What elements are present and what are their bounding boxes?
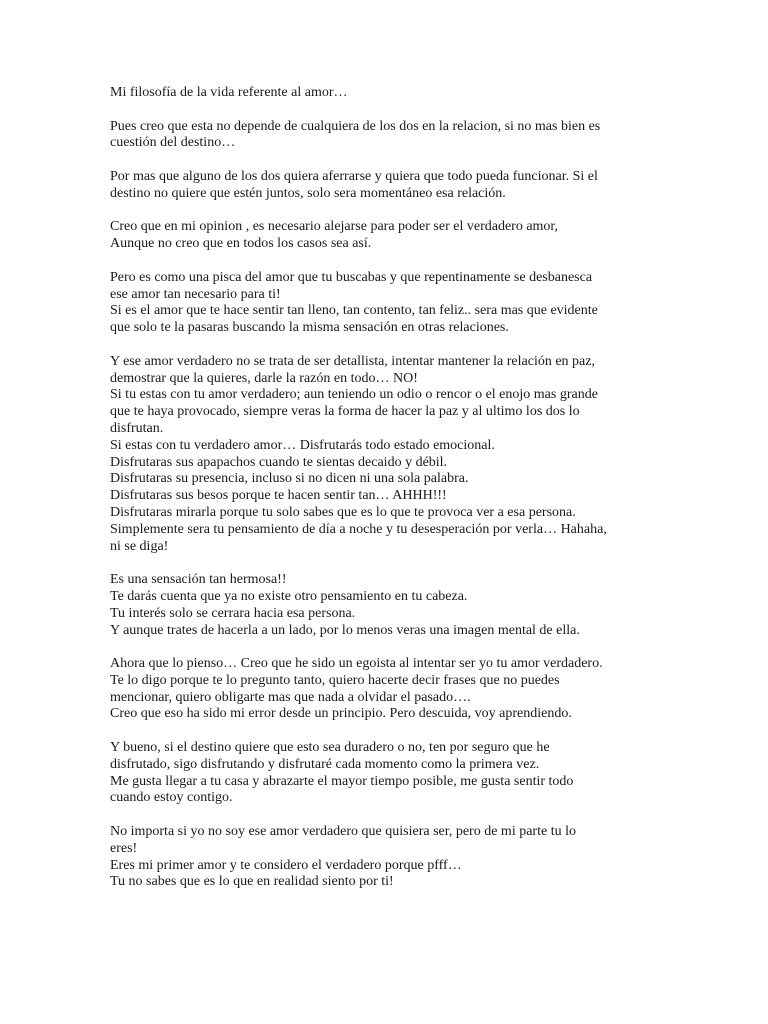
text-line: Simplemente sera tu pensamiento de día a noche y tu desesperación por verla… Hahaha, (110, 521, 607, 537)
text-line: cuando estoy contigo. (110, 790, 233, 806)
text-line: demostrar que la quieres, darle la razón en todo… NO! (110, 370, 418, 386)
paragraph (110, 169, 670, 203)
text-line: Por mas que alguno de los dos quiera aferrarse y quiera que todo pueda funcionar. Si el (110, 168, 598, 184)
text-line: Y aunque trates de hacerla a un lado, por lo menos veras una imagen mental de ella. (110, 622, 580, 638)
text-line: destino no quiere que estén juntos, solo sera momentáneo esa relación. (110, 185, 506, 201)
text-line: mencionar, quiero obligarte mas que nada a olvidar el pasado…. (110, 689, 471, 705)
paragraph (110, 824, 670, 891)
text-line: ese amor tan necesario para ti! (110, 286, 281, 302)
text-line: Eres mi primer amor y te considero el verdadero porque pfff… (110, 857, 462, 873)
text-line: Te darás cuenta que ya no existe otro pensamiento en tu cabeza. (110, 588, 468, 604)
paragraph (110, 354, 670, 556)
paragraph (110, 740, 670, 807)
text-line: que te haya provocado, siempre veras la forma de hacer la paz y al ultimo los dos lo (110, 404, 580, 420)
text-line: Pero es como una pisca del amor que tu buscabas y que repentinamente se desbanesca (110, 269, 593, 285)
text-line: Me gusta llegar a tu casa y abrazarte el mayor tiempo posible, me gusta sentir todo (110, 773, 574, 789)
text-line: disfrutan. (110, 420, 164, 436)
text-line: Tu interés solo se cerrara hacia esa persona. (110, 605, 356, 621)
text-line: Y bueno, si el destino quiere que esto sea duradero o no, ten por seguro que he (110, 740, 550, 756)
paragraph (110, 656, 670, 723)
text-line: Si estas con tu verdadero amor… Disfrutarás todo estado emocional. (110, 437, 495, 453)
text-line: que solo te la pasaras buscando la misma sensación en otras relaciones. (110, 320, 509, 336)
document-page (110, 85, 670, 908)
text-line: Pues creo que esta no depende de cualquiera de los dos en la relacion, si no mas bien es (110, 118, 601, 134)
text-line: Creo que en mi opinion , es necesario alejarse para poder ser el verdadero amor, (110, 219, 559, 235)
text-line: disfrutado, sigo disfrutando y disfrutaré cada momento como la primera vez. (110, 756, 540, 772)
text-line: Si tu estas con tu amor verdadero; aun teniendo un odio o rencor o el enojo mas grande (110, 387, 598, 403)
text-line: eres! (110, 840, 138, 856)
title-text: Mi filosofía de la vida referente al amor… (110, 85, 348, 100)
text-line: Y ese amor verdadero no se trata de ser detallista, intentar mantener la relación en paz, (110, 353, 595, 369)
paragraph (110, 219, 670, 253)
paragraph (110, 119, 670, 153)
text-line: Tu no sabes que es lo que en realidad siento por ti! (110, 874, 394, 890)
text-line: ni se diga! (110, 538, 169, 554)
text-line: No importa si yo no soy ese amor verdadero que quisiera ser, pero de mi parte tu lo (110, 824, 576, 840)
text-line: Disfrutaras su presencia, incluso si no dicen ni una sola palabra. (110, 471, 469, 487)
text-line: Ahora que lo pienso… Creo que he sido un egoista al intentar ser yo tu amor verdadero. (110, 656, 603, 672)
text-line: Disfrutaras sus apapachos cuando te sientas decaido y débil. (110, 454, 448, 470)
text-line: Si es el amor que te hace sentir tan lleno, tan contento, tan feliz.. sera mas que evidente (110, 303, 598, 319)
paragraph (110, 572, 670, 639)
text-line: Disfrutaras mirarla porque tu solo sabes que es lo que te provoca ver a esa persona. (110, 504, 576, 520)
text-line: cuestión del destino… (110, 135, 236, 151)
text-line: Es una sensación tan hermosa!! (110, 572, 287, 588)
text-line: Disfrutaras sus besos porque te hacen sentir tan… AHHH!!! (110, 488, 447, 504)
text-line: Creo que eso ha sido mi error desde un principio. Pero descuida, voy aprendiendo. (110, 706, 572, 722)
document-title (110, 85, 670, 102)
text-line: Aunque no creo que en todos los casos sea así. (110, 236, 372, 252)
paragraph (110, 270, 670, 337)
document-body (110, 119, 670, 892)
text-line: Te lo digo porque te lo pregunto tanto, quiero hacerte decir frases que no puedes (110, 672, 560, 688)
